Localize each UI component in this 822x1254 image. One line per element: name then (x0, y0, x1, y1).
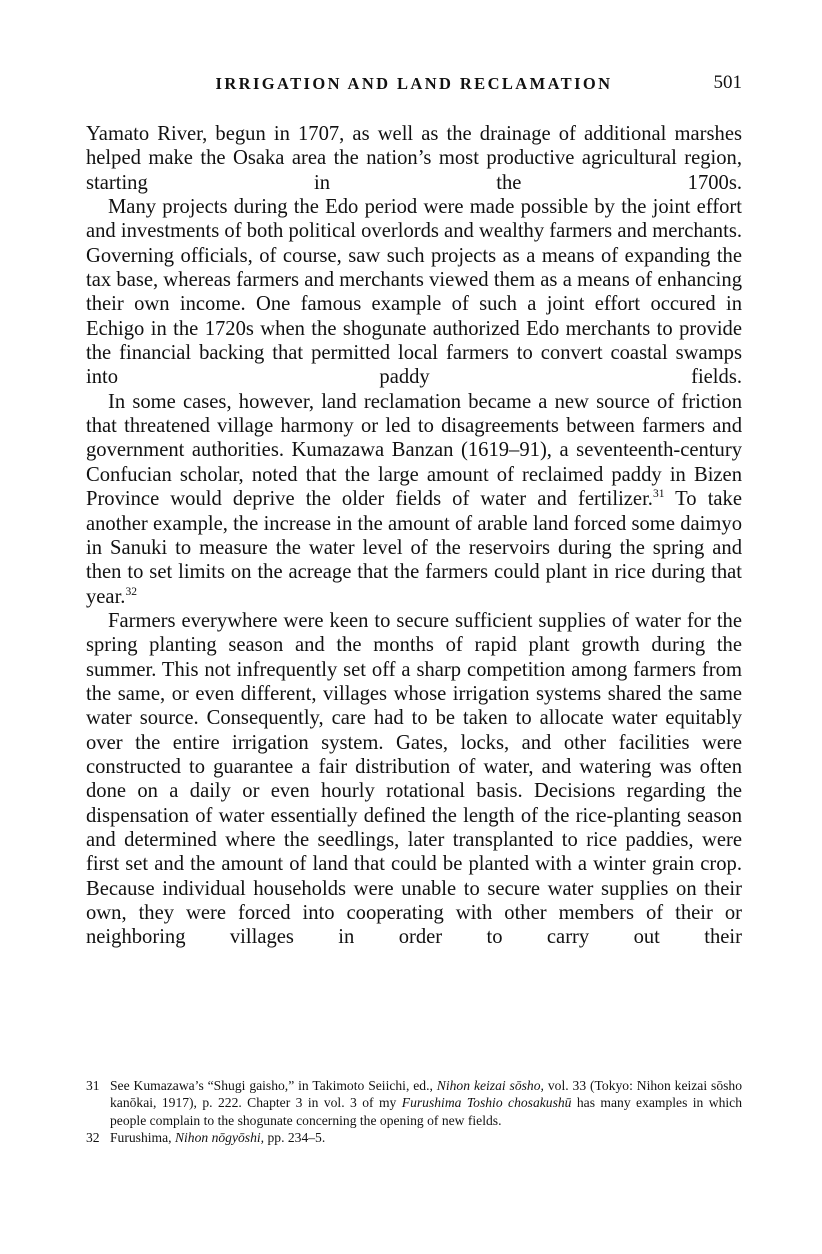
page-header (86, 74, 742, 100)
paragraph-2: Many projects during the Edo period were made possible by the joint effort and investments of both political overlords and wealthy farmers and merchants. Governing officials, of course, saw such projects as a means of expanding the tax base, whereas farmers and merchants viewed them as a means of enhancing their own income. One famous example of such a joint effort occured in Echigo in the 1720s when the shogunate authorized Edo merchants to provide the financial backing that permitted local farmers to convert coastal swamps into paddy fields. (86, 196, 742, 389)
footnote-title: Nihon nōgyōshi, (174, 1130, 265, 1146)
footnote-text: has many examples in which people complain to the shogunate concerning the opening of new fields. (110, 1095, 742, 1128)
footnote-text: Furushima, (110, 1130, 175, 1146)
footnote-ref-32[interactable]: 32 (125, 585, 137, 598)
paragraph-3 (86, 390, 742, 609)
footnote-31 (86, 1077, 742, 1129)
paragraph-1: Yamato River, begun in 1707, as well as the drainage of additional marshes helped make the Osaka area the nation’s most productive agricultural region, starting in the 1700s. (86, 123, 742, 194)
footnote-number: 31 (86, 1078, 100, 1093)
footnote-ref-31[interactable]: 31 (652, 488, 665, 501)
paragraph-3-text-b: To take another example, the increase in the amount of arable land forced some daimyo in Sanuki to measure the water level of the reservoirs during the spring and then to set limits on the acreage that the farmers could plant in rice during that year. (86, 488, 742, 608)
running-head: IRRIGATION AND LAND RECLAMATION (215, 74, 613, 93)
footnote-title: Nihon keizai sōsho, (436, 1078, 544, 1093)
footnote-text: See Kumazawa’s “Shugi gaisho,” in Takimoto Seiichi, ed., (110, 1078, 437, 1093)
footnote-32 (86, 1129, 742, 1146)
paragraph-4: Farmers everywhere were keen to secure sufficient supplies of water for the spring planting season and the months of rapid plant growth during the summer. This not infrequently set off a sharp competition among farmers from the same, or even different, villages whose irrigation systems shared the same water source. Consequently, care had to be taken to allocate water equitably over the entire irrigation system. Gates, locks, and other facilities were constructed to guarantee a fair distribution of water, and watering was often done on a daily or even hourly rotational basis. Decisions regarding the dispensation of water essentially defined the length of the rice-planting season and determined where the seedlings, later transplanted to rice paddies, were first set and the amount of land that could be planted with a winter grain crop. Because individual households were unable to secure water supplies on their own, they were forced into cooperating with other members of their or neighboring villages in order to carry out their (86, 609, 742, 949)
footnote-text: vol. 33 (Tokyo: Nihon keizai sōsho kanōkai, 1917), p. 222. Chapter 3 in vol. 3 of my (110, 1078, 743, 1111)
page-number: 501 (713, 72, 742, 93)
footnotes (86, 1077, 742, 1147)
footnote-text: pp. 234–5. (264, 1130, 326, 1146)
footnote-number: 32 (86, 1130, 100, 1146)
body-text (86, 122, 742, 950)
footnote-title: Furushima Toshio chosakushū (401, 1095, 572, 1111)
paragraph-3-text-a: In some cases, however, land reclamation became a new source of friction that threatened village harmony or led to disagreements between farmers and government authorities. Kumazawa Banzan (1619–91), a seventeenth-century Confucian scholar, noted that the large amount of reclaimed paddy in Bizen Province would deprive the older fields of water and fertilizer. (86, 390, 742, 511)
